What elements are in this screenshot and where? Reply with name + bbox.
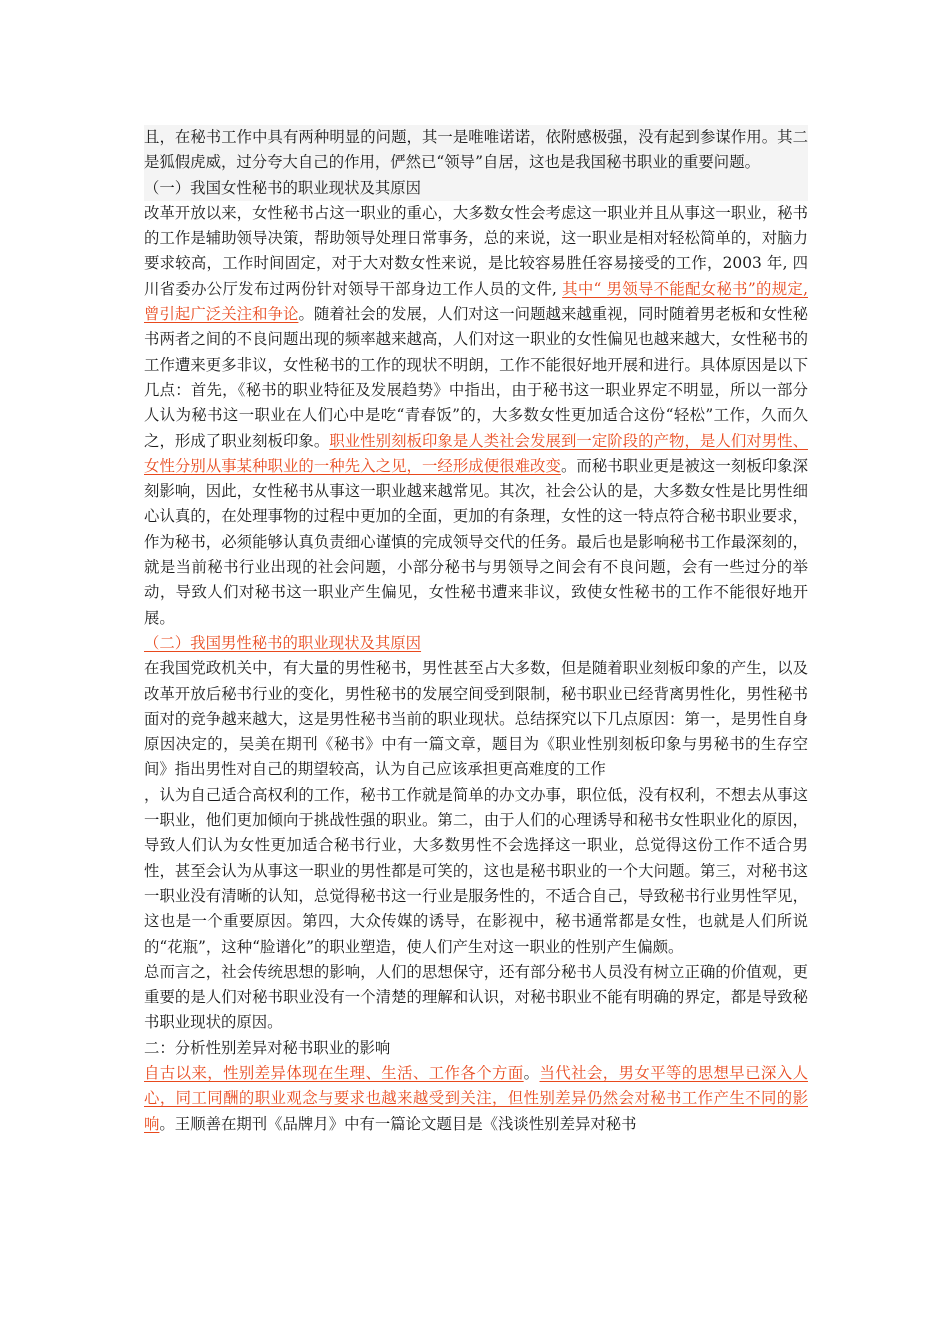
text-run: 在我国党政机关中，有大量的男性秘书，男性甚至占大多数，但是随着职业刻板印象的产生，以及改革开放后秘书行业的变化，男性秘书的发展空间受到限制，秘书职业已经背离男性化，男性秘书面对的竞争越来越大，这是男性秘书当前的职业现状。总结探究以下几点原因：第一，是男性自身原因决定的，吴美在期刊《秘书》中有一篇文章，题目为《职业性别刻板印象与男秘书的生存空间》指出男性对自己的期望较高，认为自己应该承担更高难度的工作 — [144, 659, 808, 779]
heading-text: （一）我国女性秘书的职业现状及其原因 — [144, 178, 422, 197]
text-run: 。随着社会的发展，人们对这一问题越来越重视，同时随着男老板和女性秘书两者之间的不良问题出现的频率越来越高，人们对这一职业的女性偏见也越来越大，女性秘书的工作遭来更多非议，女性秘书的工作的现状不明朗，工作不能很好地开展和进行。具体原因是以下几点：首先，《秘书的职业特征及发展趋势》中指出，由于秘书这一职业界定不明显，所以一部分人认为秘书这一职业在人们心中是吃“青春饭”的，大多数女性更加适合这份“轻松”工作，久而久之，形成了职业刻板印象。 — [144, 305, 808, 450]
highlighted-text: 其中“ 男领导不能配女秘书”的规定,曾引起广泛关注和争论 — [144, 279, 808, 324]
paragraph-gender-difference — [144, 1061, 808, 1137]
section-heading-gender-difference — [144, 1036, 808, 1061]
text-run: ，认为自己适合高权利的工作，秘书工作就是简单的办文办事，职位低，没有权利，不想去从事这一职业，他们更加倾向于挑战性强的职业。第二，由于人们的心理诱导和秘书女性职业化的原因，导致人们认为女性更加适合秘书行业，大多数男性不会选择这一职业，总觉得这份工作不适合男性，甚至会认为从事这一职业的男性都是可笑的，这也是秘书职业的一个大问题。第三，对秘书这一职业没有清晰的认知，总觉得秘书这一行业是服务性的，不适合自己，导致秘书行业男性罕见，这也是一个重要原因。第四，大众传媒的诱导，在影视中，秘书通常都是女性，也就是人们所说的“花瓶”，这种“脸谱化”的职业塑造，使人们产生对这一职业的性别产生偏颇。 — [144, 785, 808, 956]
highlighted-text: 当代社会，男女平等的思想早已深入人心，同工同酬的职业观念与要求也越来越受到关注，但性别差异仍然会对秘书工作产生不同的影响 — [144, 1063, 808, 1133]
text-run: 总而言之，社会传统思想的影响，人们的思想保守，还有部分秘书人员没有树立正确的价值观，更重要的是人们对秘书职业没有一个清楚的理解和认识，对秘书职业不能有明确的界定，都是导致秘书职业现状的原因。 — [144, 962, 808, 1032]
document-page — [144, 125, 808, 1137]
paragraph-male-secretary-reasons — [144, 783, 808, 960]
section-heading-male-secretary — [144, 631, 808, 656]
text-run: 。 — [523, 1063, 540, 1082]
highlighted-text: 职业性别刻板印象是人类社会发展到一定阶段的产物，是人们对男性、女性分别从事某种职业的一种先入之见，一经形成便很难改变 — [144, 431, 808, 475]
highlighted-heading-text: （二）我国男性秘书的职业现状及其原因 — [144, 633, 422, 652]
text-run: 且，在秘书工作中具有两种明显的问题，其一是唯唯诺诺，依附感极强，没有起到参谋作用。其二是狐假虎威，过分夸大自己的作用，俨然已“领导”自居，这也是我国秘书职业的重要问题。 — [144, 128, 808, 172]
paragraph-1 — [144, 125, 808, 176]
section-heading-female-secretary — [144, 176, 808, 201]
paragraph-male-secretary — [144, 656, 808, 782]
paragraph-summary — [144, 960, 808, 1036]
text-run: 。王顺善在期刊《品牌月》中有一篇论文题目是《浅谈性别差异对秘书 — [159, 1114, 637, 1133]
paragraph-female-secretary — [144, 201, 808, 631]
heading-text: 二：分析性别差异对秘书职业的影响 — [144, 1038, 391, 1057]
highlighted-text: 自古以来，性别差异体现在生理、生活、工作各个方面 — [144, 1063, 524, 1082]
text-run: 改革开放以来，女性秘书占这一职业的重心，大多数女性会考虑这一职业并且从事这一职业，秘书的工作是辅助领导决策，帮助领导处理日常事务，总的来说，这一职业是相对轻松简单的，对脑力要求较高，工作时间固定，对于大对数女性来说，是比较容易胜任容易接受的工作，2003 年, 四川省委办公厅发布过两份针对领导干部身边工作人员的文件, — [144, 203, 808, 298]
text-run: 。而秘书职业更是被这一刻板印象深刻影响，因此，女性秘书从事这一职业越来越常见。其次，社会公认的是，大多数女性是比男性细心认真的，在处理事物的过程中更加的全面，更加的有条理，女性的这一特点符合秘书职业要求，作为秘书，必须能够认真负责细心谨慎的完成领导交代的任务。最后也是影响秘书工作最深刻的，就是当前秘书行业出现的社会问题，小部分秘书与男领导之间会有不良问题，会有一些过分的举动，导致人们对秘书这一职业产生偏见，女性秘书遭来非议，致使女性秘书的工作不能很好地开展。 — [144, 456, 808, 627]
